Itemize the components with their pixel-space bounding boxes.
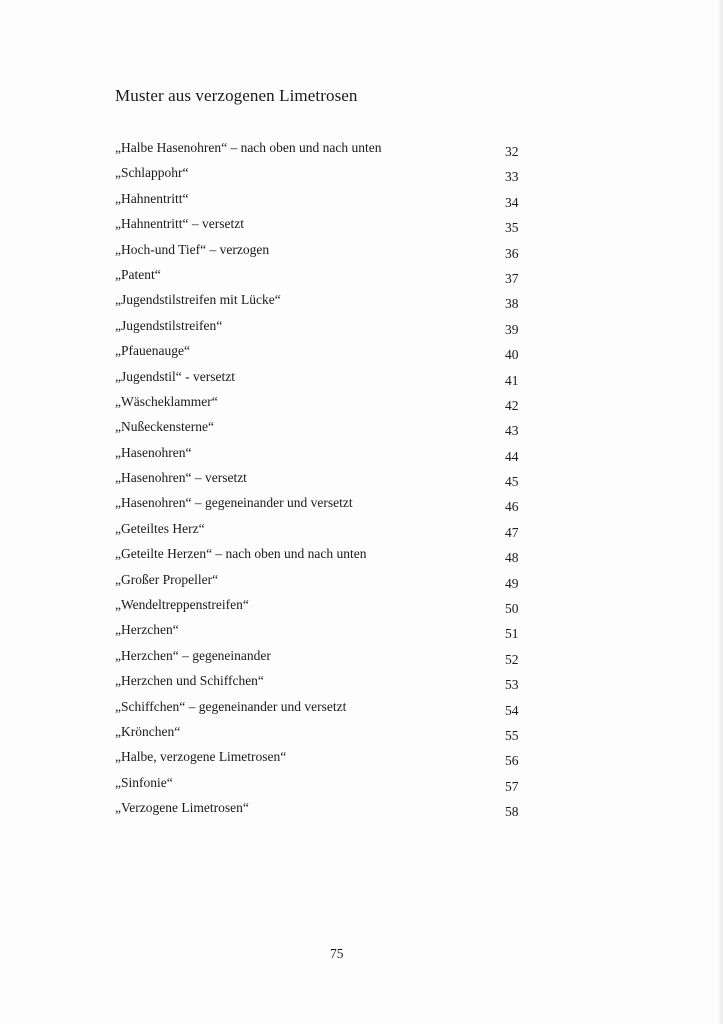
toc-entry-page: 57: [505, 778, 519, 794]
toc-entry-label: „Jugendstil“ - versetzt: [115, 368, 235, 384]
toc-entry-label: „Pfauenauge“: [115, 343, 190, 359]
toc-entry-label: „Nußeckensterne“: [115, 419, 214, 435]
toc-entry: [115, 672, 535, 697]
toc-entry-page: 55: [505, 727, 519, 743]
toc-entry: [115, 291, 535, 316]
toc-entry: [115, 342, 535, 367]
page-number: 75: [330, 946, 344, 961]
toc-entry-label: „Hoch-und Tief“ – verzogen: [115, 241, 270, 257]
toc-entry: [115, 723, 535, 748]
toc-entry-page: 33: [505, 169, 519, 185]
toc-entry: [115, 571, 535, 596]
toc-entry-label: „Jugendstilstreifen mit Lücke“: [115, 292, 281, 308]
toc-entry-page: 45: [505, 474, 519, 490]
toc-entry-page: 40: [505, 347, 519, 363]
toc-entry-page: 37: [505, 270, 519, 286]
toc-entry: [115, 621, 535, 646]
scan-edge-shadow: [717, 0, 723, 1024]
toc-entry: [115, 418, 535, 443]
toc-entry-label: „Hahnentritt“: [115, 190, 189, 206]
toc-entry-label: „Herzchen“ – gegeneinander: [115, 647, 271, 663]
toc-entry-page: 43: [505, 423, 519, 439]
toc-entry-label: „Hahnentritt“ – versetzt: [115, 216, 244, 232]
toc-entry-page: 58: [505, 804, 519, 820]
toc-entry-label: „Wäscheklammer“: [115, 393, 218, 409]
toc-entry-label: „Herzchen und Schiffchen“: [115, 673, 264, 689]
toc-entry-page: 36: [505, 245, 519, 261]
toc-entry-page: 47: [505, 524, 519, 540]
toc-entry-label: „Jugendstilstreifen“: [115, 317, 223, 333]
toc-entry-page: 39: [505, 321, 519, 337]
toc-entry-label: „Geteilte Herzen“ – nach oben und nach unten: [115, 546, 367, 562]
toc-entry-label: „Hasenohren“: [115, 444, 192, 460]
toc-entry-label: „Hasenohren“ – gegeneinander und versetzt: [115, 495, 353, 511]
toc-entry: [115, 368, 535, 393]
toc-entry: [115, 748, 535, 773]
toc-entry: [115, 596, 535, 621]
toc-entry-page: 48: [505, 550, 519, 566]
toc-entry: [115, 444, 535, 469]
toc-entry-page: 38: [505, 296, 519, 312]
toc-entry-label: „Großer Propeller“: [115, 571, 219, 587]
toc-entry-label: „Geteiltes Herz“: [115, 520, 205, 536]
toc-entry: [115, 215, 535, 240]
toc-entry: [115, 774, 535, 799]
toc-entry-page: 46: [505, 499, 519, 515]
toc-entry: [115, 139, 535, 164]
toc-entry: [115, 647, 535, 672]
toc-entry: [115, 190, 535, 215]
toc-entry-page: 32: [505, 144, 519, 159]
toc-entry-page: 52: [505, 651, 519, 667]
toc-entry: [115, 698, 535, 723]
toc-entry-label: „Schlappohr“: [115, 165, 189, 181]
toc-entry: [115, 469, 535, 494]
toc-entry-label: „Sinfonie“: [115, 774, 173, 790]
toc-entry-label: „Verzogene Limetrosen“: [115, 800, 249, 816]
table-of-contents: [115, 139, 535, 825]
toc-entry-page: 54: [505, 702, 519, 718]
toc-entry-label: „Schiffchen“ – gegeneinander und versetzt: [115, 698, 347, 714]
toc-entry-page: 41: [505, 372, 519, 388]
toc-entry: [115, 545, 535, 570]
toc-entry: [115, 799, 535, 824]
toc-entry-page: 35: [505, 220, 519, 236]
toc-entry-label: „Halbe Hasenohren“ – nach oben und nach unten: [115, 140, 382, 155]
toc-entry-page: 56: [505, 753, 519, 769]
toc-entry: [115, 241, 535, 266]
toc-entry-page: 50: [505, 601, 519, 617]
toc-entry-label: „Halbe, verzogene Limetrosen“: [115, 749, 287, 765]
toc-entry-page: 44: [505, 448, 519, 464]
section-title: Muster aus verzogenen Limetrosen: [115, 86, 358, 105]
toc-entry-page: 49: [505, 575, 519, 591]
toc-entry-page: 34: [505, 194, 519, 210]
toc-entry: [115, 520, 535, 545]
toc-entry-label: „Wendeltreppenstreifen“: [115, 597, 249, 613]
toc-entry: [115, 317, 535, 342]
toc-entry-label: „Patent“: [115, 266, 161, 282]
toc-entry-page: 53: [505, 677, 519, 693]
toc-entry-label: „Hasenohren“ – versetzt: [115, 470, 247, 486]
toc-entry-page: 42: [505, 397, 519, 413]
toc-entry-label: „Herzchen“: [115, 622, 179, 638]
toc-entry-page: 51: [505, 626, 519, 642]
toc-entry: [115, 393, 535, 418]
toc-entry-label: „Krönchen“: [115, 723, 181, 739]
toc-entry: [115, 164, 535, 189]
toc-entry: [115, 266, 535, 291]
toc-entry: [115, 494, 535, 519]
